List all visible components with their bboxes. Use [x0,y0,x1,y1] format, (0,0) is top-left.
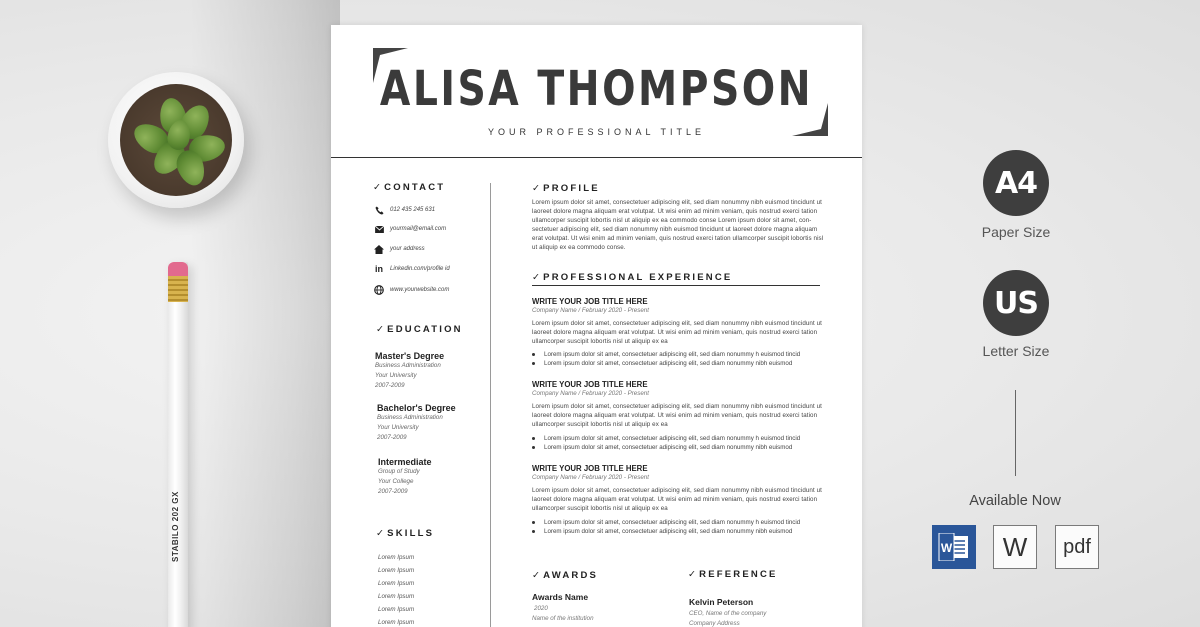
skill-item: Lorem Ipsum [378,593,415,600]
reference-role: CEO, Name of the company [689,610,767,617]
text-line: Lorem ipsum dolor sit amet, consectetuer adipiscing elit, sed diam nonummy nibh euismod tincidunt ut [532,487,822,494]
linkedin-icon: in [375,264,383,274]
field: Business Administration [375,362,441,369]
check-icon: ✓ [532,183,543,194]
check-icon: ✓ [376,528,387,539]
education-item [375,351,444,391]
contact-linkedin [374,263,450,275]
experience-underline [532,285,820,286]
letter-size-label: Letter Size [982,343,1050,359]
job-meta: Company Name / February 2020 - Present [532,390,649,397]
education-item [378,457,432,497]
plant-pot [108,72,244,208]
awards-heading [532,570,598,581]
bullet-text: Lorem ipsum dolor sit amet, consectetuer adipiscing elit, sed diam nonummy h euismod tincid [544,351,801,358]
profile-heading-label: PROFILE [543,183,600,194]
job-bullet [532,351,800,358]
plant-soil [120,84,232,196]
award-year: 2020 [534,605,548,612]
check-icon: ✓ [376,324,387,335]
bullet-text: Lorem ipsum dolor sit amet, consectetuer adipiscing elit, sed diam nonummy nibh euismod [544,360,793,367]
skills-heading [376,528,434,539]
us-badge: US [983,270,1049,336]
degree: Bachelor's Degree [377,403,456,413]
header-rule [331,157,862,158]
check-icon: ✓ [532,570,543,581]
a4-badge: A4 [983,150,1049,216]
email-icon [374,224,384,234]
address-text: your address [390,246,425,252]
phone-text: 012 435 245 631 [390,207,436,213]
school: Your University [377,424,419,431]
job-bullet [532,528,792,535]
text-line: ullamcorper suscipit lobortis nisl ut aliquip ex ea [532,505,668,512]
pencil [168,262,188,627]
education-heading-label: EDUCATION [387,324,463,335]
bullet-text: Lorem ipsum dolor sit amet, consectetuer adipiscing elit, sed diam nonummy nibh euismod [544,528,793,535]
text-line: Lorem ipsum dolor sit amet, consectetuer adipiscing elit, sed diam nonummy nibh euismod tincidunt ut [532,199,822,206]
column-divider [490,183,491,627]
bullet-dot [532,353,535,356]
job-description [532,486,822,513]
skill-item: Lorem Ipsum [378,554,415,561]
job-bullet [532,519,800,526]
text-line: erat volutpat. Ut wisi enim ad minim veniam, quis nostrud exerci tation ullamcorper suscipit lobortis nisl [532,235,824,242]
word-icon [932,525,976,569]
experience-heading [532,272,732,283]
job-title: WRITE YOUR JOB TITLE HERE [532,297,648,306]
word-logo [938,533,970,561]
field: Group of Study [378,468,420,475]
reference-heading [688,569,778,580]
job-meta: Company Name / February 2020 - Present [532,474,649,481]
home-icon [374,244,384,254]
text-line: laoreet dolore magna aliquam erat volutpat. Ut wisi enim ad minim veniam, quis nostrud exerci tation [532,329,818,336]
job-bullet [532,444,792,451]
years: 2007-2009 [378,488,408,495]
text-line: laoreet dolore magna aliquam erat volutpat. Ut wisi enim ad minim veniam, quis nostrud exerci tation [532,496,818,503]
word-logo-letter: W [940,541,953,555]
contact-address [374,243,425,255]
professional-title: YOUR PROFESSIONAL TITLE [487,127,706,137]
skill-item: Lorem Ipsum [378,619,415,626]
experience-heading-label: PROFESSIONAL EXPERIENCE [543,272,733,283]
pdf-icon [1055,525,1099,569]
available-now-text: Available Now [969,493,1061,509]
contact-heading-label: CONTACT [384,182,446,193]
years: 2007-2009 [377,434,407,441]
job-title: WRITE YOUR JOB TITLE HERE [532,380,648,389]
award-institution: Name of the institution [532,615,594,622]
reference-address: Company Address [689,620,740,627]
website-text: www.yourwebsite.com [390,287,450,293]
bullet-text: Lorem ipsum dolor sit amet, consectetuer adipiscing elit, sed diam nonummy h euismod tincid [544,519,801,526]
pencil-ferrule [168,276,188,302]
years: 2007-2009 [375,382,405,389]
resume-name: ALISA THOMPSON [379,61,814,117]
pages-letter: W [1002,531,1028,562]
education-heading [376,324,463,335]
award-name: Awards Name [532,592,589,602]
school: Your College [378,478,414,485]
bullet-text: Lorem ipsum dolor sit amet, consectetuer adipiscing elit, sed diam nonummy nibh euismod [544,444,793,451]
email-text: yourmail@email.com [390,226,447,232]
reference-name: Kelvin Peterson [689,597,754,607]
profile-text [532,198,823,252]
field: Business Administration [377,414,443,421]
globe-icon [374,285,384,295]
contact-phone [374,204,435,216]
text-line: Lorem ipsum dolor sit amet, consectetuer adipiscing elit, sed diam nonummy nibh euismod tincidunt ut [532,403,822,410]
degree: Master's Degree [375,351,445,361]
bullet-dot [532,437,535,440]
reference-heading-label: REFERENCE [699,569,778,580]
profile-heading [532,183,600,194]
text-line: laoreet dolore magna aliquam erat volutpat. Ut wisi enim ad minim veniam, quis nostrud exerci tation [532,412,818,419]
linkedin-text: Linkedin.com/profile id [390,266,450,272]
text-line: laoreet dolore magna aliquam erat volutpat. Ut wisi enim ad minim veniam, quis nostrud exerci tation [532,208,818,215]
paper-size-label: Paper Size [981,224,1051,240]
bullet-text: Lorem ipsum dolor sit amet, consectetuer adipiscing elit, sed diam nonummy h euismod tincid [544,435,801,442]
text-line: Lorem ipsum dolor sit amet, consectetuer adipiscing elit, sed diam nonummy nibh euismod tincidunt ut [532,320,822,327]
skills-heading-label: SKILLS [387,528,435,539]
check-icon: ✓ [532,272,543,283]
job-description [532,319,822,346]
vertical-divider [1015,390,1016,476]
job-description [532,402,822,429]
skill-item: Lorem Ipsum [378,567,415,574]
contact-website [374,284,449,296]
pencil-eraser [168,262,188,276]
awards-heading-label: AWARDS [543,570,599,581]
education-item [377,403,456,443]
text-line: ut aliquip ex ea commodo conse. [532,244,626,251]
pencil-brand: STABILO 202 GX [171,491,180,562]
bullet-dot [532,446,535,449]
text-line: ullamcorper suscipit lobortis nisl ut aliquip ex ea [532,421,668,428]
resume-page [331,25,862,627]
school: Your University [375,372,417,379]
bullet-dot [532,530,535,533]
pdf-label: pdf [1063,535,1091,558]
phone-icon [374,205,384,215]
text-line: ullamcorper suscipit lobortis nisl ut aliquip ex ea [532,338,668,345]
skill-item: Lorem Ipsum [378,580,415,587]
skill-item: Lorem Ipsum [378,606,415,613]
text-line: ullamcorper suscipit lobortis nisl ut aliquip ex ea commodo conse Lorem ipsum dolor sit amet, con- [532,217,812,224]
text-line: sectetuer adipiscing elit, sed diam nonummy nibh euismod tincidunt ut laoreet dolore magna aliquam [532,226,818,233]
check-icon: ✓ [688,569,699,580]
bullet-dot [532,521,535,524]
degree: Intermediate [378,457,432,467]
check-icon: ✓ [373,182,384,193]
job-bullet [532,435,800,442]
job-meta: Company Name / February 2020 - Present [532,307,649,314]
contact-email [374,223,446,235]
pages-icon [993,525,1037,569]
job-bullet [532,360,792,367]
contact-heading [373,182,445,193]
bullet-dot [532,362,535,365]
job-title: WRITE YOUR JOB TITLE HERE [532,464,648,473]
